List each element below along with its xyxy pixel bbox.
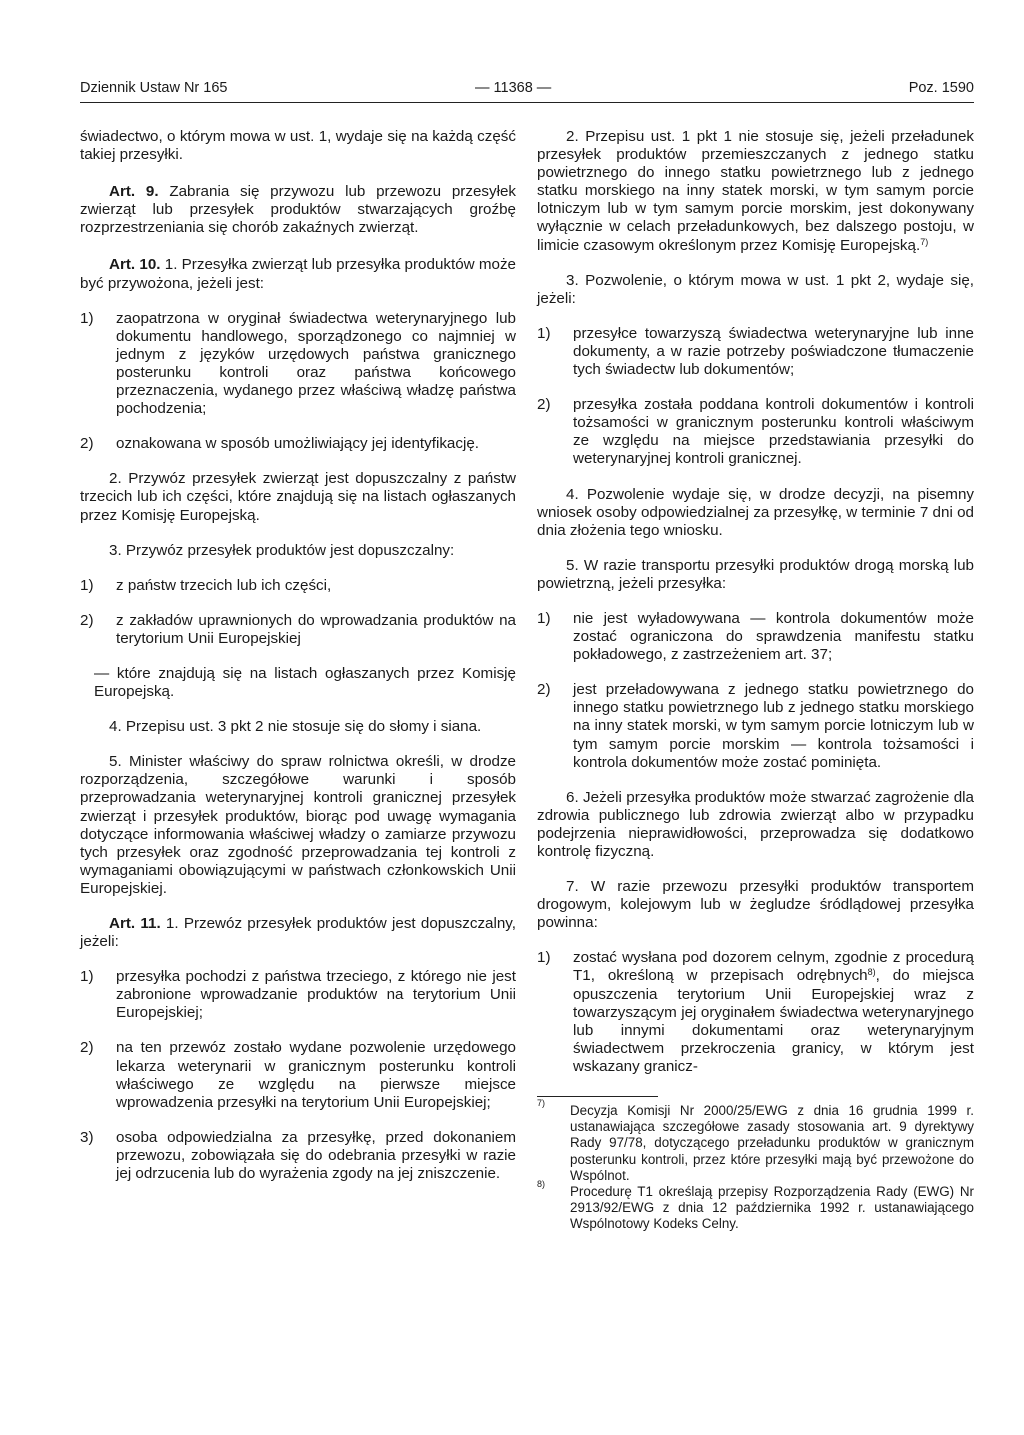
footnote-ref: 8)	[867, 967, 876, 978]
list-item	[80, 577, 516, 595]
paragraph-text: 2. Przepisu ust. 1 pkt 1 nie stosuje się, jeżeli przeładunek przesyłek produktów przemieszczanych z jednego statku powietrznego do innego statku powietrznego lub z jednego statku morskiego na inny statek morski, w tym samym porcie lotniczym lub w tym samym porcie morskim, jest dokonywany wyłącznie w celach przeładunkowych, bez dalszego postoju, w limicie czasowym określonym przez Komisję Europejską.	[537, 128, 974, 254]
item-text: z państw trzecich lub ich części,	[116, 576, 332, 594]
paragraph: 3. Przywóz przesyłek produktów jest dopuszczalny:	[109, 541, 455, 559]
paragraph: 2. Przywóz przesyłek zwierząt jest dopuszczalny z państw trzecich lub ich części, które znajdują się na listach ogłaszanych przez Komisję Europejską.	[80, 470, 516, 524]
paragraph	[537, 128, 974, 255]
article-text: 1. Przesyłka zwierząt lub przesyłka produktów może być przywożona, jeżeli jest:	[80, 256, 516, 292]
journal-title: Dziennik Ustaw Nr 165	[80, 80, 228, 96]
article-9	[80, 183, 516, 237]
article-11	[80, 915, 516, 951]
list-item	[80, 968, 516, 1022]
item-text: zostać wysłana pod dozorem celnym, zgodnie z procedurą T1, określoną w przepisach odrębnych	[573, 949, 974, 985]
paragraph: 7. W razie przewozu przesyłki produktów transportem drogowym, kolejowym lub w żegludze śródlądowej przesyłka powinna:	[537, 878, 974, 932]
list-item	[80, 612, 516, 648]
footnote-text: Procedurę T1 określają przepisy Rozporządzenia Rady (EWG) Nr 2913/92/EWG z dnia 12 października 1992 r. ustanawiającego Wspólnotowy Kodeks Celny.	[570, 1184, 974, 1232]
list-item	[80, 1129, 516, 1183]
page-header	[80, 78, 974, 103]
item-text: osoba odpowiedzialna za przesyłkę, przed dokonaniem przewozu, zobowiązała się do odebrania przesyłki w razie jej odrzucenia lub do wyrażenia zgody na jej zniszczenie.	[116, 1128, 516, 1183]
list-item	[537, 396, 974, 468]
item-text: przesyłka pochodzi z państwa trzeciego, z którego nie jest zabronione wprowadzanie produktów na terytorium Unii Europejskiej;	[116, 968, 516, 1022]
list-item	[80, 1039, 516, 1111]
item-number: 1)	[80, 309, 94, 327]
footnote: 8) Procedurę T1 określają przepisy Rozporządzenia Rady (EWG) Nr 2913/92/EWG z dnia 12 października 1992 r. ustanawiającego Wspólnotowy Kodeks Celny.	[537, 1179, 974, 1232]
list-item	[80, 435, 516, 453]
item-number: 3)	[80, 1128, 94, 1146]
left-column	[80, 128, 516, 1183]
footnote-text: Decyzja Komisji Nr 2000/25/EWG z dnia 16 grudnia 1999 r. ustanawiająca szczegółowe zasady stosowania art. 9 dyrektywy Rady 97/78, dotyczącego przeładunku produktów w granicznym posterunku kontroli, przez które przesyłki mają być przewożone do Wspólnot.	[570, 1103, 974, 1183]
item-number: 1)	[537, 609, 551, 627]
article-label: Art. 10.	[109, 256, 161, 274]
item-text: jest przeładowywana z jednego statku powietrznego do innego statku powietrznego lub z jednego statku morskiego na inny statek morski, w tym samym porcie lotniczym lub w tym samym porcie morskim — kontrola tożsamości i kontrola dokumentów może zostać pominięta.	[573, 681, 974, 771]
article-label: Art. 11.	[109, 915, 161, 932]
item-number: 2)	[80, 611, 94, 629]
list-item	[537, 949, 974, 1076]
item-text: przesyłce towarzyszą świadectwa weterynaryjne lub inne dokumenty, a w razie potrzeby poświadczone tłumaczenie tych świadectw lub dokumentów;	[573, 324, 974, 379]
paragraph: 3. Pozwolenie, o którym mowa w ust. 1 pkt 2, wydaje się, jeżeli:	[537, 271, 974, 307]
paragraph: 5. W razie transportu przesyłki produktów drogą morską lub powietrzną, jeżeli przesyłka:	[537, 556, 974, 592]
item-number: 2)	[537, 396, 551, 414]
item-number: 2)	[537, 681, 551, 699]
right-column	[537, 128, 974, 1233]
footnote: 7) Decyzja Komisji Nr 2000/25/EWG z dnia 16 grudnia 1999 r. ustanawiająca szczegółowe zasady stosowania art. 9 dyrektywy Rady 97/78, dotyczącego przeładunku produktów w granicznym posterunku kontroli, przez które przesyłki mają być przewożone do Wspólnot.	[537, 1098, 974, 1183]
paragraph: 6. Jeżeli przesyłka produktów może stwarzać zagrożenie dla zdrowia publicznego lub zdrowia zwierząt albo w przypadku podejrzenia nieprawidłowości, przeprowadza się dodatkowo kontrolę fizyczną.	[537, 788, 974, 860]
paragraph: 4. Przepisu ust. 3 pkt 2 nie stosuje się do słomy i siana.	[109, 718, 482, 736]
page-number: — 11368 —	[475, 80, 552, 96]
item-text: przesyłka została poddana kontroli dokumentów i kontroli tożsamości w granicznym posterunku kontroli właściwym ze względu na miejsce przedstawiania przesyłki do weterynaryjnej kontroli granicznej.	[573, 396, 974, 468]
list-item	[537, 325, 974, 379]
item-number: 1)	[80, 576, 94, 594]
paragraph: świadectwo, o którym mowa w ust. 1, wydaje się na każdą część takiej przesyłki.	[80, 128, 516, 164]
article-label: Art. 9.	[109, 183, 159, 201]
item-number: 2)	[80, 435, 94, 453]
list-item	[537, 610, 974, 664]
paragraph: — które znajdują się na listach ogłaszanych przez Komisję Europejską.	[94, 664, 516, 701]
item-number: 1)	[80, 968, 94, 986]
footnote-separator	[537, 1096, 658, 1097]
item-text: na ten przewóz zostało wydane pozwolenie urzędowego lekarza weterynarii w granicznym posterunku kontroli właściwego ze względu na pierwsze miejsce wprowadzenia przesyłki na terytorium Unii Europejskiej;	[116, 1039, 516, 1111]
item-number: 1)	[537, 949, 551, 967]
article-10	[80, 256, 516, 292]
item-text: zaopatrzona w oryginał świadectwa weterynaryjnego lub dokumentu handlowego, sporządzonego co najmniej w jednym z języków urzędowych państwa granicznego posterunku kontroli oraz państwa końcowego przeznaczenia, wydanego przez właściwą władzę państwa pochodzenia;	[116, 309, 516, 418]
paragraph: 4. Pozwolenie wydaje się, w drodze decyzji, na pisemny wniosek osoby odpowiedzialnej za przesyłkę, w terminie 7 dni od dnia złożenia tego wniosku.	[537, 485, 974, 539]
article-text: 1. Przewóz przesyłek produktów jest dopuszczalny, jeżeli:	[80, 915, 516, 951]
item-text: oznakowana w sposób umożliwiający jej identyfikację.	[116, 435, 479, 453]
item-text-cont: , do miejsca opuszczenia terytorium Unii Europejskiej wraz z towarzyszącym jej oryginałem świadectwa weterynaryjnego lub innymi dokumentami oraz weterynaryjnym świadectwem przekroczenia granicy, w którym jest wskazany granicz-	[573, 967, 974, 1075]
footnote-ref: 7)	[920, 236, 929, 247]
paragraph: 5. Minister właściwy do spraw rolnictwa określi, w drodze rozporządzenia, szczegółowe warunki i sposób przeprowadzania weterynaryjnej kontroli granicznej przesyłek zwierząt i przesyłek produktów, biorąc pod uwagę wymagania dotyczące informowania właściwej władzy o zamiarze przywozu tych przesyłek oraz zgodność przeprowadzania tej kontroli z wymaganiami obowiązującymi w państwach członkowskich Unii Europejskiej.	[80, 753, 516, 897]
item-number: 2)	[80, 1039, 94, 1057]
item-text: nie jest wyładowywana — kontrola dokumentów może zostać ograniczona do sprawdzenia manifestu statku pokładowego, z zastrzeżeniem art. 37;	[573, 609, 974, 664]
item-number: 1)	[537, 324, 551, 342]
position-number: Poz. 1590	[908, 80, 974, 96]
list-item	[80, 310, 516, 419]
list-item	[537, 681, 974, 771]
item-text: z zakładów uprawnionych do wprowadzania produktów na terytorium Unii Europejskiej	[116, 611, 516, 647]
article-text: Zabrania się przywozu lub przewozu przesyłek zwierząt lub przesyłek produktów stwarzających groźbę rozprzestrzeniania się chorób zakaźnych zwierząt.	[80, 183, 516, 237]
